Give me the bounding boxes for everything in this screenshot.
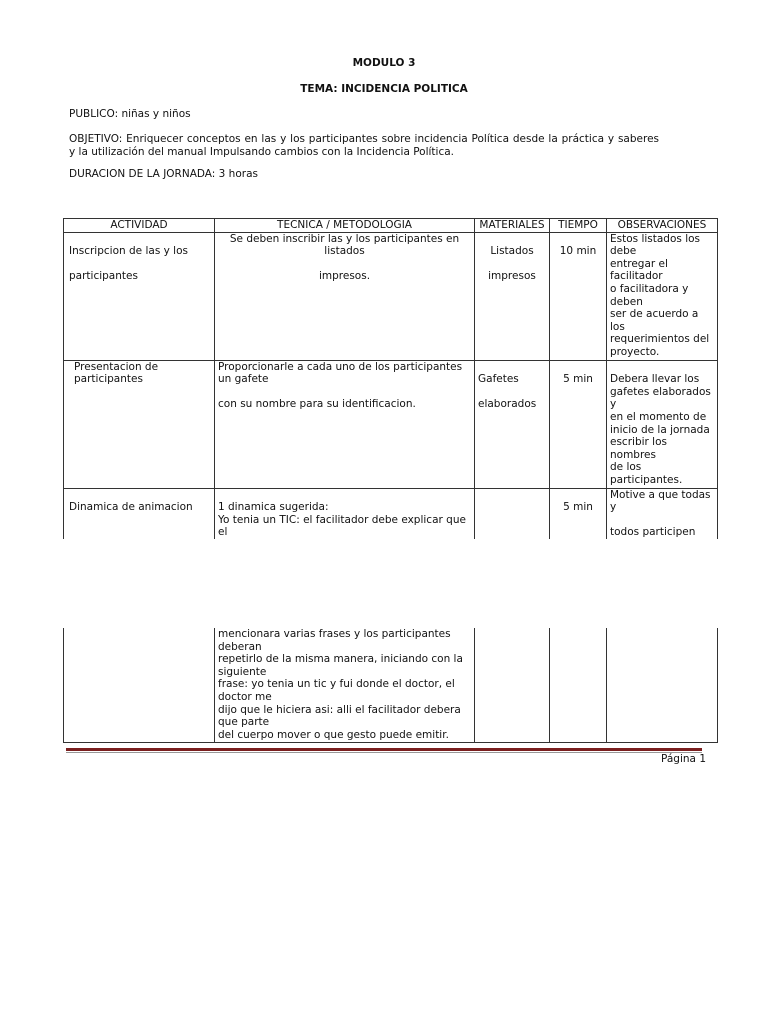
cell-observaciones: Estos listados los debe entregar el facilitador o facilitadora y deben ser de acuerdo a los requerimientos del proyecto. xyxy=(607,232,718,360)
header-tiempo: TIEMPO xyxy=(550,219,607,233)
cell-tiempo: 5 min xyxy=(550,488,607,539)
cell-materiales: Listados impresos xyxy=(475,232,550,360)
table-row xyxy=(64,232,718,360)
header-materiales: MATERIALES xyxy=(475,219,550,233)
cell-observaciones: Debera llevar los gafetes elaborados y en el momento de inicio de la jornada escribir los nombres de los participantes. xyxy=(607,360,718,488)
header-actividad: ACTIVIDAD xyxy=(64,219,215,233)
table-row xyxy=(64,488,718,539)
cell-actividad: Dinamica de animacion xyxy=(64,488,215,539)
cell-observaciones: Motive a que todas y todos participen xyxy=(607,488,718,539)
cell-materiales xyxy=(475,488,550,539)
publico-text: PUBLICO: niñas y niños xyxy=(69,108,191,120)
cell-observaciones xyxy=(607,628,718,742)
cell-actividad xyxy=(64,628,215,742)
activities-table-continuation xyxy=(63,628,718,743)
page-number: Página 1 xyxy=(661,753,706,765)
module-title: MODULO 3 xyxy=(352,57,416,69)
header-observaciones: OBSERVACIONES xyxy=(607,219,718,233)
table-row xyxy=(64,360,718,488)
cell-tecnica: mencionara varias frases y los participantes deberan repetirlo de la misma manera, iniciando con la siguiente frase: yo tenia un tic y fui donde el doctor, el doctor me dijo que le hiciera asi: alli el facilitador debera que parte del cuerpo mover o que gesto puede emitir. xyxy=(215,628,475,742)
cell-tiempo: 5 min xyxy=(550,360,607,488)
cell-tiempo xyxy=(550,628,607,742)
cell-actividad: Presentacion de participantes xyxy=(64,360,215,488)
footer-rule xyxy=(66,748,702,751)
theme-title: TEMA: INCIDENCIA POLITICA xyxy=(300,83,468,95)
table-row xyxy=(64,628,718,742)
header-tecnica: TECNICA / METODOLOGIA xyxy=(215,219,475,233)
cell-actividad: Inscripcion de las y los participantes xyxy=(64,232,215,360)
cell-materiales: Gafetes elaborados xyxy=(475,360,550,488)
duracion-text: DURACION DE LA JORNADA: 3 horas xyxy=(69,168,258,180)
cell-tiempo: 10 min xyxy=(550,232,607,360)
cell-materiales xyxy=(475,628,550,742)
objetivo-text: OBJETIVO: Enriquecer conceptos en las y los participantes sobre incidencia Política desde la práctica y saberes y la utilización del manual Impulsando cambios con la Incidencia Política. xyxy=(69,133,659,158)
cell-tecnica: 1 dinamica sugerida: Yo tenia un TIC: el facilitador debe explicar que el xyxy=(215,488,475,539)
table-header-row xyxy=(64,219,718,233)
cell-tecnica: Se deben inscribir las y los participantes en listados impresos. xyxy=(215,232,475,360)
cell-tecnica: Proporcionarle a cada uno de los participantes un gafete con su nombre para su identificacion. xyxy=(215,360,475,488)
activities-table xyxy=(63,218,718,539)
